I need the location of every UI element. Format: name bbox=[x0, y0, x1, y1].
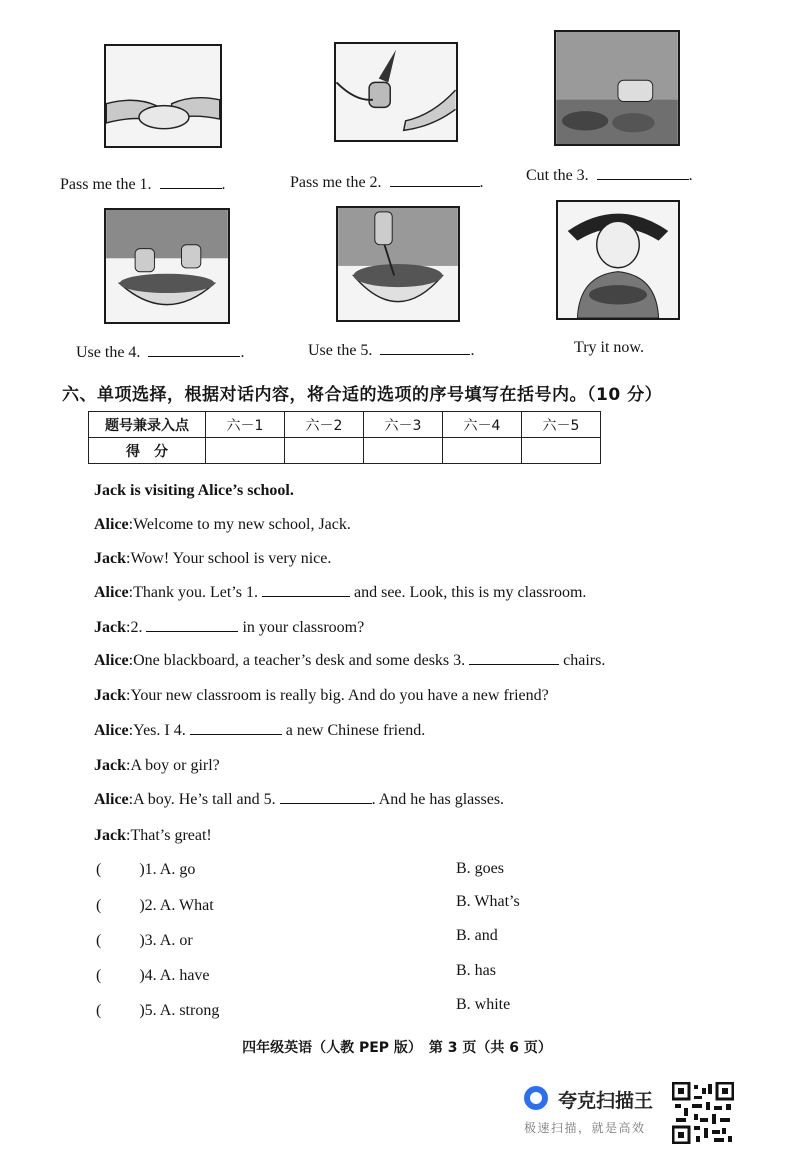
score-table-col-4: 六－4 bbox=[443, 412, 522, 438]
line-text: A boy or girl? bbox=[130, 757, 220, 774]
picture-tongs bbox=[336, 206, 460, 322]
option-a: 4. A. have bbox=[144, 967, 210, 984]
answer-blank-4[interactable] bbox=[148, 355, 240, 357]
dialogue-blank-3[interactable] bbox=[469, 663, 559, 665]
line-text-before: A boy. He’s tall and 5. bbox=[133, 791, 276, 808]
answer-blank-1[interactable] bbox=[160, 187, 222, 189]
caption-1-text: Pass me the 1. bbox=[60, 176, 152, 193]
paren-open: ( bbox=[96, 1002, 102, 1019]
line-text-before: 2. bbox=[130, 619, 143, 636]
line-text-after: chairs. bbox=[563, 652, 606, 669]
speaker: Jack bbox=[94, 550, 126, 567]
caption-1: Pass me the 1. . bbox=[60, 176, 226, 193]
score-table-col-2: 六－2 bbox=[285, 412, 364, 438]
option-b-1: B. goes bbox=[456, 860, 504, 877]
paren-close: ) bbox=[139, 967, 145, 984]
dialogue-line-3: Alice:Thank you. Let’s 1. and see. Look, this is my classroom. bbox=[94, 584, 587, 601]
speaker: Alice bbox=[94, 791, 129, 808]
caption-3-text: Cut the 3. bbox=[526, 167, 589, 184]
answer-blank-5[interactable] bbox=[380, 353, 470, 355]
picture-cutting bbox=[554, 30, 680, 146]
paren-open: ( bbox=[96, 967, 102, 984]
line-text-before: One blackboard, a teacher’s desk and some desks 3. bbox=[133, 652, 466, 669]
score-cell-2[interactable] bbox=[285, 438, 364, 464]
caption-2: Pass me the 2. . bbox=[290, 174, 484, 191]
speaker: Alice bbox=[94, 516, 129, 533]
score-table-col-5: 六－5 bbox=[522, 412, 601, 438]
dialogue-line-6: Jack:Your new classroom is really big. And do you have a new friend? bbox=[94, 687, 549, 704]
line-text: That’s great! bbox=[130, 827, 212, 844]
picture-girl-eating bbox=[556, 200, 680, 320]
dialogue-blank-5[interactable] bbox=[280, 802, 372, 804]
option-b-3: B. and bbox=[456, 927, 498, 944]
line-text-after: . And he has glasses. bbox=[371, 791, 505, 808]
paren-close: ) bbox=[139, 861, 145, 878]
option-b-4: B. has bbox=[456, 962, 496, 979]
dialogue-line-10: Jack:That’s great! bbox=[94, 827, 212, 844]
scanner-brand: 夸克扫描王 bbox=[558, 1090, 654, 1112]
dialogue-intro: Jack is visiting Alice’s school. bbox=[94, 482, 294, 499]
tongs-icon bbox=[338, 208, 458, 320]
paren-close: ) bbox=[139, 897, 145, 914]
score-cell-5[interactable] bbox=[522, 438, 601, 464]
caption-5: Use the 5. . bbox=[308, 342, 475, 359]
caption-4: Use the 4. . bbox=[76, 344, 245, 361]
dialogue-blank-2[interactable] bbox=[146, 630, 238, 632]
section-6-title: 六、单项选择，根据对话内容，将合适的选项的序号填写在括号内。（10 分） bbox=[62, 385, 663, 405]
line-text-after: and see. Look, this is my classroom. bbox=[353, 584, 587, 601]
dialogue-blank-1[interactable] bbox=[262, 595, 350, 597]
caption-6-text: Try it now. bbox=[574, 339, 644, 356]
question-3 bbox=[96, 932, 193, 950]
dialogue-line-7: Alice:Yes. I 4. a new Chinese friend. bbox=[94, 722, 426, 739]
dialogue-line-2: Jack:Wow! Your school is very nice. bbox=[94, 550, 332, 567]
option-b-2: B. What’s bbox=[456, 893, 520, 910]
paren-close: ) bbox=[139, 932, 145, 949]
answer-blank-2[interactable] bbox=[390, 185, 480, 187]
caption-3: Cut the 3. . bbox=[526, 167, 693, 184]
speaker: Jack bbox=[94, 757, 126, 774]
qr-code-icon[interactable] bbox=[672, 1082, 734, 1144]
girl-eating-icon bbox=[558, 202, 678, 318]
caption-2-text: Pass me the 2. bbox=[290, 174, 382, 191]
line-text-before: Thank you. Let’s 1. bbox=[133, 584, 258, 601]
score-cell-3[interactable] bbox=[364, 438, 443, 464]
option-a: 1. A. go bbox=[144, 861, 196, 878]
dialogue-line-4: Jack:2. in your classroom? bbox=[94, 619, 365, 636]
dialogue-line-8: Jack:A boy or girl? bbox=[94, 757, 220, 774]
option-a: 3. A. or bbox=[144, 932, 193, 949]
question-1 bbox=[96, 861, 195, 879]
paren-open: ( bbox=[96, 897, 102, 914]
score-cell-1[interactable] bbox=[206, 438, 285, 464]
picture-pass-bowl bbox=[104, 44, 222, 148]
dialogue-line-5: Alice:One blackboard, a teacher’s desk and some desks 3. chairs. bbox=[94, 652, 606, 669]
question-2 bbox=[96, 897, 214, 915]
page-footer: 四年级英语（人教 PEP 版） 第 3 页（共 6 页） bbox=[242, 1040, 552, 1056]
speaker: Alice bbox=[94, 584, 129, 601]
option-a: 2. A. What bbox=[144, 897, 214, 914]
bowl-pass-icon bbox=[106, 46, 220, 146]
caption-6 bbox=[574, 339, 644, 357]
knife-pass-icon bbox=[336, 44, 456, 140]
picture-bowl-food bbox=[104, 208, 230, 324]
speaker: Jack bbox=[94, 687, 126, 704]
paren-open: ( bbox=[96, 861, 102, 878]
caption-4-text: Use the 4. bbox=[76, 344, 141, 361]
score-table-col-1: 六－1 bbox=[206, 412, 285, 438]
line-text-after: in your classroom? bbox=[242, 619, 365, 636]
dialogue-line-1: Alice:Welcome to my new school, Jack. bbox=[94, 516, 351, 533]
score-table bbox=[88, 411, 601, 464]
caption-5-text: Use the 5. bbox=[308, 342, 373, 359]
option-b-5: B. white bbox=[456, 996, 511, 1013]
line-text-before: Yes. I 4. bbox=[133, 722, 186, 739]
scanner-slogan: 极速扫描，就是高效 bbox=[524, 1121, 646, 1135]
dialogue-line-9: Alice:A boy. He’s tall and 5. . And he has glasses. bbox=[94, 791, 505, 808]
paren-close: ) bbox=[139, 1002, 145, 1019]
picture-pass-knife bbox=[334, 42, 458, 142]
answer-blank-3[interactable] bbox=[597, 178, 689, 180]
question-5 bbox=[96, 1002, 219, 1020]
speaker: Alice bbox=[94, 652, 129, 669]
question-4 bbox=[96, 967, 210, 985]
dialogue-blank-4[interactable] bbox=[190, 733, 282, 735]
speaker: Jack bbox=[94, 619, 126, 636]
score-table-col-3: 六－3 bbox=[364, 412, 443, 438]
score-table-row2-label: 得 分 bbox=[89, 438, 206, 464]
line-text: Your new classroom is really big. And do you have a new friend? bbox=[130, 687, 549, 704]
score-table-row1-label: 题号兼录入点 bbox=[89, 412, 206, 438]
quark-logo-icon bbox=[524, 1086, 548, 1110]
speaker: Alice bbox=[94, 722, 129, 739]
cutting-icon bbox=[556, 32, 678, 144]
option-a: 5. A. strong bbox=[144, 1002, 220, 1019]
score-cell-4[interactable] bbox=[443, 438, 522, 464]
line-text: Welcome to my new school, Jack. bbox=[133, 516, 351, 533]
line-text: Wow! Your school is very nice. bbox=[130, 550, 332, 567]
speaker: Jack bbox=[94, 827, 126, 844]
line-text-after: a new Chinese friend. bbox=[285, 722, 426, 739]
paren-open: ( bbox=[96, 932, 102, 949]
bowl-food-icon bbox=[106, 210, 228, 322]
